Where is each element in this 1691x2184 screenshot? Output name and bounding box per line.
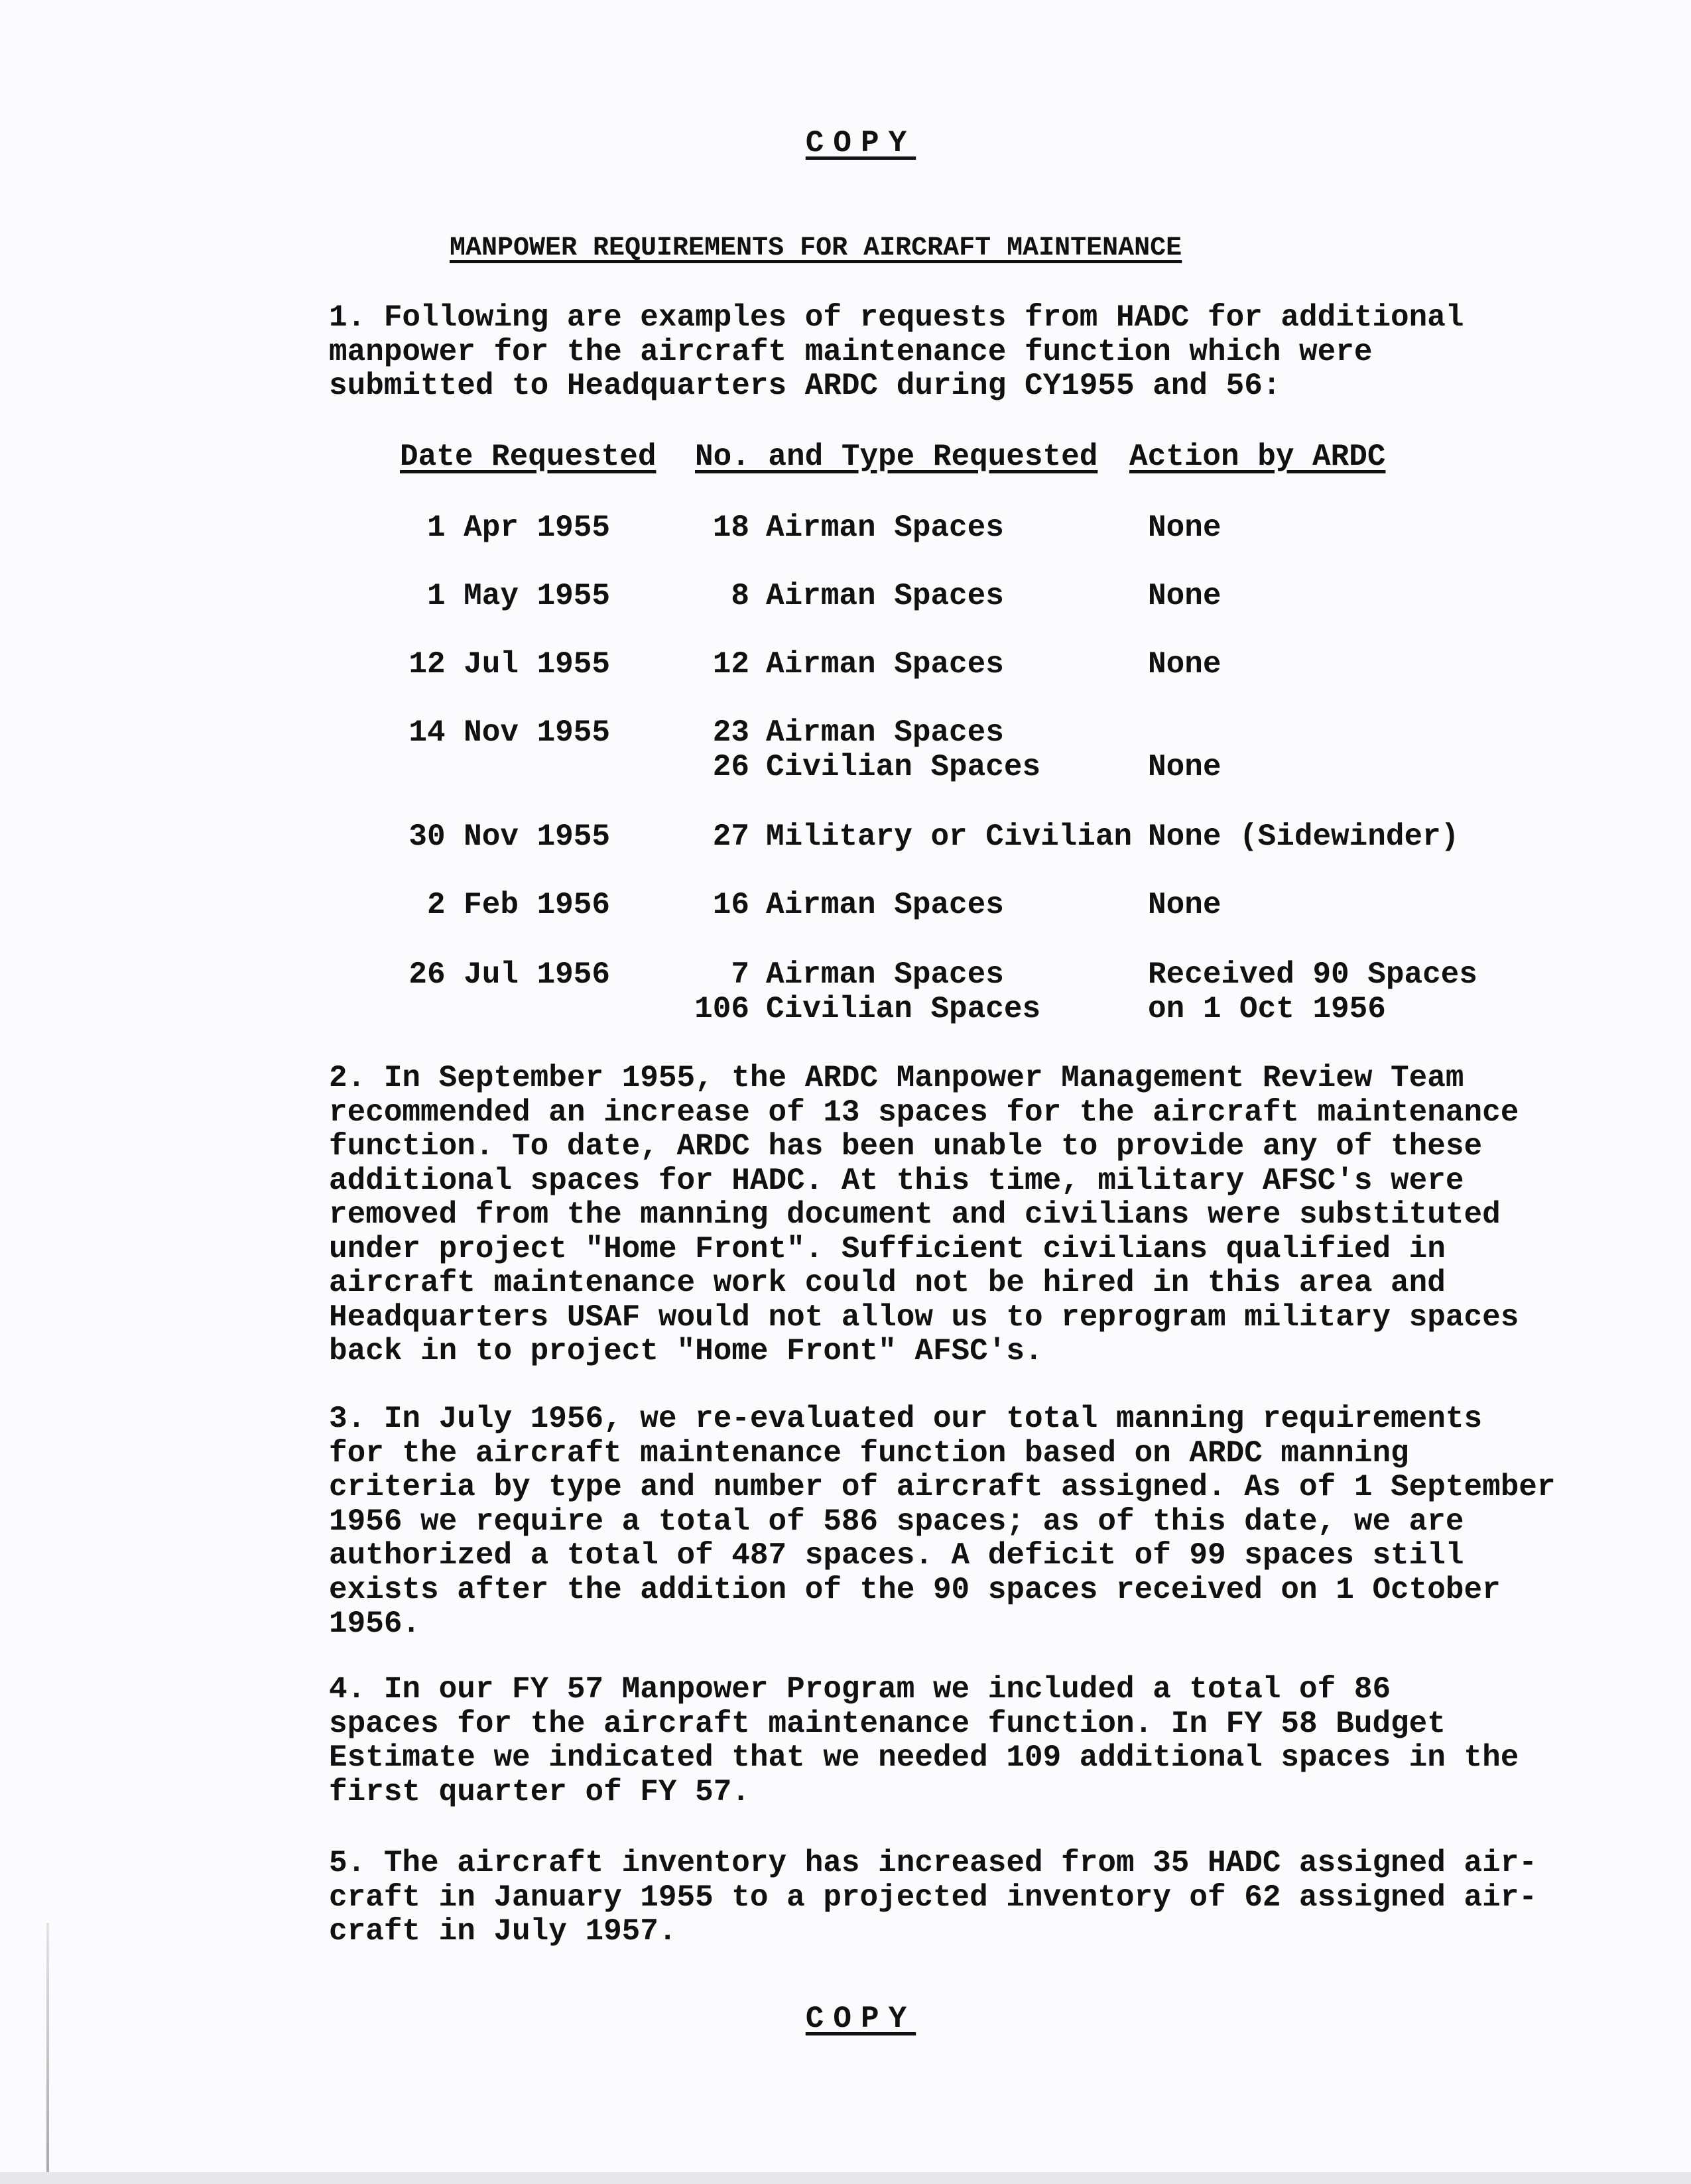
text-line: for the aircraft maintenance function based on ARDC manning <box>329 1435 1409 1471</box>
table-cell-type: Airman Spaces <box>766 715 1004 750</box>
table-cell-count: 12 <box>712 647 749 682</box>
table-cell-count: 23 <box>712 715 749 750</box>
text-line: submitted to Headquarters ARDC during CY1955 and 56: <box>329 369 1281 403</box>
table-cell-action: None <box>1148 647 1221 682</box>
text-line: craft in January 1955 to a projected inventory of 62 assigned air- <box>329 1880 1537 1915</box>
document-title: MANPOWER REQUIREMENTS FOR AIRCRAFT MAINTENANCE <box>450 233 1182 263</box>
text-line: 3. In July 1956, we re-evaluated our total manning requirements <box>329 1402 1483 1436</box>
table-cell-count: 26 <box>712 749 749 784</box>
text-line: removed from the manning document and civilians were substituted <box>329 1197 1501 1232</box>
table-cell-date: 1 May 1955 <box>426 579 610 613</box>
table-cell-date: 30 Nov 1955 <box>408 819 610 854</box>
text-line: craft in July 1957. <box>329 1914 677 1949</box>
copy-stamp-top: COPY <box>805 126 916 160</box>
text-line: spaces for the aircraft maintenance function. In FY 58 Budget <box>329 1706 1446 1741</box>
table-cell-type: Civilian Spaces <box>766 991 1041 1026</box>
table-cell-type: Airman Spaces <box>766 579 1004 613</box>
table-cell-type: Airman Spaces <box>766 957 1004 992</box>
table-cell-action: None <box>1148 749 1221 784</box>
text-line: 1956. <box>329 1607 421 1641</box>
table-header-action: Action by ARDC <box>1129 440 1386 474</box>
text-line: additional spaces for HADC. At this time, military AFSC's were <box>329 1163 1464 1198</box>
table-cell-date: 1 Apr 1955 <box>426 511 610 545</box>
table-cell-action: None <box>1148 888 1221 922</box>
text-line: recommended an increase of 13 spaces for the aircraft maintenance <box>329 1095 1519 1130</box>
text-line: aircraft maintenance work could not be hired in this area and <box>329 1266 1446 1300</box>
table-cell-date: 12 Jul 1955 <box>408 647 610 682</box>
table-cell-type: Airman Spaces <box>766 511 1004 545</box>
table-cell-action: Received 90 Spaces <box>1148 957 1477 992</box>
text-line: authorized a total of 487 spaces. A deficit of 99 spaces still <box>329 1538 1464 1573</box>
text-line: exists after the addition of the 90 spaces received on 1 October <box>329 1572 1501 1607</box>
text-line: criteria by type and number of aircraft assigned. As of 1 September <box>329 1470 1556 1504</box>
table-cell-count: 106 <box>694 991 749 1026</box>
table-cell-count: 18 <box>712 511 749 545</box>
table-cell-date: 2 Feb 1956 <box>426 888 610 922</box>
text-line: 2. In September 1955, the ARDC Manpower Management Review Team <box>329 1061 1464 1095</box>
text-line: 4. In our FY 57 Manpower Program we included a total of 86 <box>329 1672 1391 1707</box>
text-line: Headquarters USAF would not allow us to reprogram military spaces <box>329 1300 1519 1335</box>
table-cell-date: 14 Nov 1955 <box>408 715 610 750</box>
text-line: back in to project "Home Front" AFSC's. <box>329 1334 1043 1368</box>
table-header-date: Date Requested <box>400 440 657 474</box>
table-cell-type: Airman Spaces <box>766 647 1004 682</box>
text-line: manpower for the aircraft maintenance function which were <box>329 334 1373 369</box>
text-line: Estimate we indicated that we needed 109 additional spaces in the <box>329 1740 1519 1775</box>
text-line: 5. The aircraft inventory has increased from 35 HADC assigned air- <box>329 1846 1537 1880</box>
table-cell-action: None <box>1148 511 1221 545</box>
scan-bottom-edge <box>0 2172 1691 2184</box>
table-cell-count: 8 <box>731 579 749 613</box>
table-cell-count: 7 <box>731 957 749 992</box>
copy-stamp-bottom: COPY <box>805 2002 916 2036</box>
scan-edge-mark <box>46 1923 49 2175</box>
table-cell-action: on 1 Oct 1956 <box>1148 991 1386 1026</box>
text-line: 1956 we require a total of 586 spaces; as of this date, we are <box>329 1504 1464 1539</box>
table-cell-type: Military or Civilian <box>766 819 1133 854</box>
table-cell-count: 27 <box>712 819 749 854</box>
table-cell-action: None (Sidewinder) <box>1148 819 1460 854</box>
text-line: 1. Following are examples of requests from HADC for additional <box>329 300 1464 335</box>
table-cell-count: 16 <box>712 888 749 922</box>
table-cell-type: Airman Spaces <box>766 888 1004 922</box>
text-line: under project "Home Front". Sufficient civilians qualified in <box>329 1231 1446 1266</box>
text-line: first quarter of FY 57. <box>329 1774 750 1809</box>
text-line: function. To date, ARDC has been unable to provide any of these <box>329 1129 1483 1164</box>
table-cell-type: Civilian Spaces <box>766 749 1041 784</box>
table-header-number-type: No. and Type Requested <box>695 440 1098 474</box>
table-cell-date: 26 Jul 1956 <box>408 957 610 992</box>
table-cell-action: None <box>1148 579 1221 613</box>
